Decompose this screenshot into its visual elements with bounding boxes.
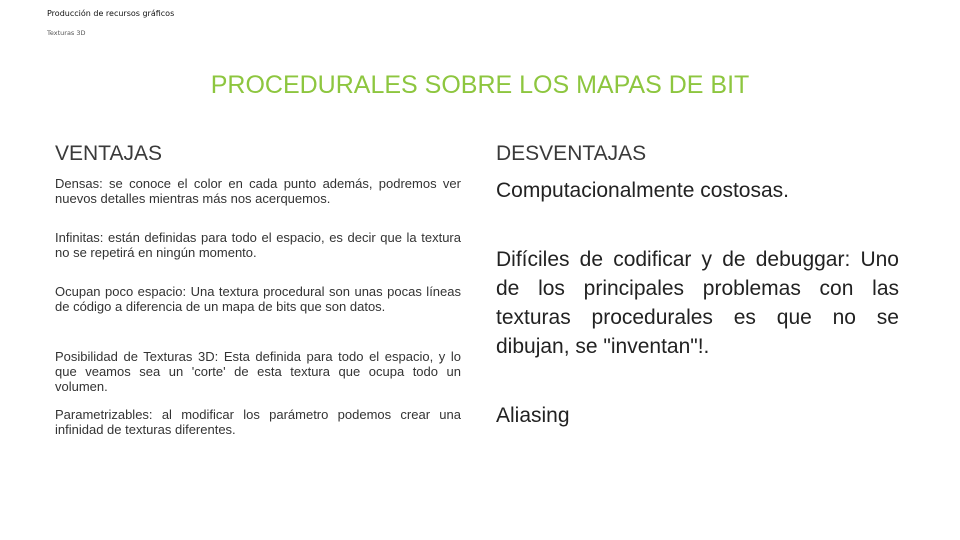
advantage-text: Posibilidad de Texturas 3D: Esta definida para todo el espacio, y lo que veamos sea un 'corte' de esta textura que ocupa todo un volumen.	[55, 349, 461, 394]
header-course: Producción de recursos gráficos	[47, 9, 175, 18]
slide-title: PROCEDURALES SOBRE LOS MAPAS DE BIT	[210, 71, 750, 99]
advantage-text: Infinitas: están definidas para todo el espacio, es decir que la textura no se repetirá en ningún momento.	[55, 230, 461, 260]
advantage-text: Parametrizables: al modificar los parámetro podemos crear una infinidad de texturas diferentes.	[55, 407, 461, 437]
disadvantage-text: Difíciles de codificar y de debuggar: Uno de los principales problemas con las texturas procedurales es que no se dibujan, se "inventan"!.	[496, 248, 899, 358]
advantage-item-2	[55, 230, 461, 260]
advantages-heading: VENTAJAS	[55, 142, 162, 165]
advantage-item-5	[55, 407, 461, 437]
header-section: Texturas 3D	[47, 29, 86, 37]
disadvantage-item-3	[496, 401, 899, 430]
disadvantage-item-1	[496, 176, 899, 205]
disadvantage-text: Aliasing	[496, 404, 570, 427]
advantage-item-3	[55, 284, 461, 314]
advantage-item-4	[55, 349, 461, 394]
disadvantages-heading: DESVENTAJAS	[496, 142, 647, 165]
advantage-text: Ocupan poco espacio: Una textura procedural son unas pocas líneas de código a diferencia de un mapa de bits que son datos.	[55, 284, 461, 314]
advantage-item-1	[55, 176, 461, 206]
advantage-text: Densas: se conoce el color en cada punto además, podremos ver nuevos detalles mientras más nos acerquemos.	[55, 176, 461, 206]
disadvantage-item-2	[496, 245, 899, 361]
disadvantage-text: Computacionalmente costosas.	[496, 179, 789, 202]
